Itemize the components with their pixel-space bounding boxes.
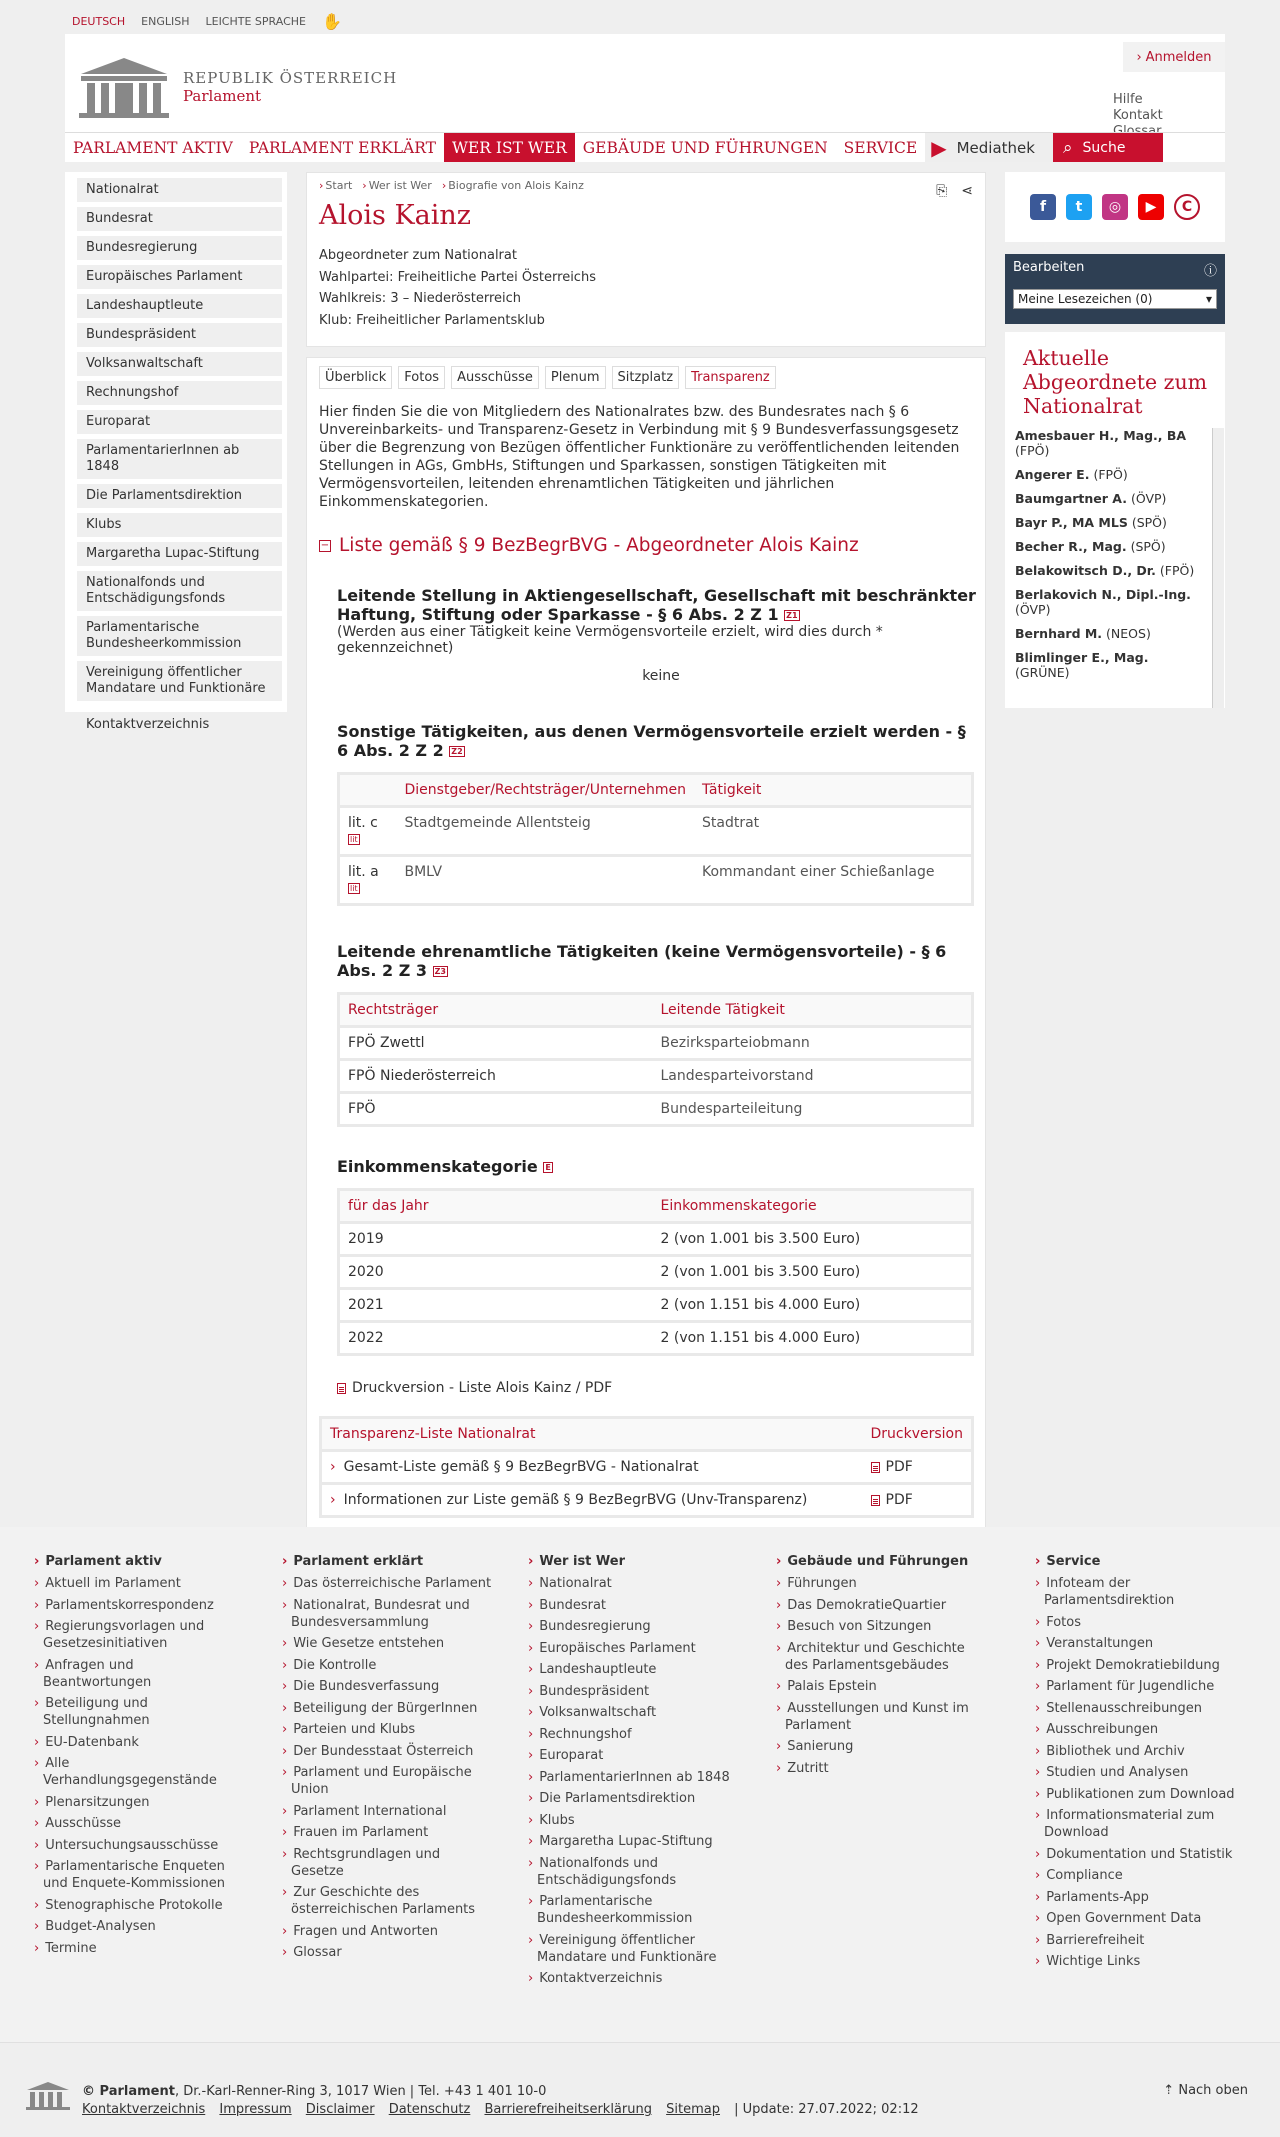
footer-link[interactable]: › Frauen im Parlament: [282, 1824, 492, 1841]
tab-sitzplatz[interactable]: Sitzplatz: [612, 366, 680, 389]
list-item[interactable]: Belakowitsch D., Dr. (FPÖ): [1015, 563, 1195, 578]
footer-link[interactable]: › Parlamentarische Enqueten und Enquete-Kommissionen: [34, 1858, 244, 1892]
footer-link[interactable]: › Ausschüsse: [34, 1815, 244, 1832]
footer-link[interactable]: Sitemap: [666, 2102, 720, 2117]
footer-link[interactable]: › Parteien und Klubs: [282, 1721, 492, 1738]
left-nav-item[interactable]: Volksanwaltschaft: [77, 352, 282, 376]
footer-link[interactable]: › Ausstellungen und Kunst im Parlament: [776, 1700, 986, 1734]
collapse-icon: −: [320, 539, 330, 551]
footer-link[interactable]: › ParlamentarierInnen ab 1848: [528, 1769, 738, 1786]
footer-link[interactable]: › Bundesregierung: [528, 1618, 738, 1635]
footer-link[interactable]: › Parlament für Jugendliche: [1035, 1678, 1245, 1695]
footer-link[interactable]: › Wie Gesetze entstehen: [282, 1635, 492, 1652]
table-row[interactable]: › Informationen zur Liste gemäß § 9 BezBegrBVG (Unv-Transparenz) PDF: [321, 1484, 973, 1517]
footer-link[interactable]: › Stenographische Protokolle: [34, 1897, 244, 1914]
s2-title: Sonstige Tätigkeiten, aus denen Vermögensvorteile erzielt werden - § 6 Abs. 2 Z 2 Z2: [337, 722, 966, 760]
footer-column-title[interactable]: › Gebäude und Führungen: [776, 1553, 986, 1570]
footer-link[interactable]: › Rechnungshof: [528, 1726, 738, 1743]
footer-link[interactable]: › Besuch von Sitzungen: [776, 1618, 986, 1635]
lang-easy[interactable]: LEICHTE SPRACHE: [205, 15, 306, 28]
s3-title: Leitende ehrenamtliche Tätigkeiten (keine Vermögensvorteile) - § 6 Abs. 2 Z 3 Z3: [337, 942, 947, 980]
footnote-icon[interactable]: E: [545, 1163, 551, 1172]
footer-link[interactable]: › Anfragen und Beantwortungen: [34, 1657, 244, 1691]
tab-ausschuesse[interactable]: Ausschüsse: [451, 366, 539, 389]
address: , Dr.-Karl-Renner-Ring 3, 1017 Wien | Tel. +43 1 401 10-0: [174, 2084, 547, 2099]
tab-ueberblick[interactable]: Überblick: [319, 366, 392, 389]
youtube-icon[interactable]: ▶: [1138, 194, 1164, 220]
footer-column: [776, 1553, 986, 1781]
left-nav-item[interactable]: Nationalfonds und Entschädigungsfonds: [77, 571, 282, 611]
mps-list: [1005, 428, 1225, 680]
profile-tabs: [319, 366, 973, 389]
left-nav-item[interactable]: Klubs: [77, 513, 282, 537]
section-title: Liste gemäß § 9 BezBegrBVG - Abgeordneter Alois Kainz: [339, 535, 859, 556]
footnote-icon[interactable]: Z3: [434, 967, 446, 976]
footer-link[interactable]: › Compliance: [1035, 1867, 1245, 1884]
footer-link[interactable]: › Glossar: [282, 1944, 492, 1961]
footer-link[interactable]: › Studien und Analysen: [1035, 1764, 1245, 1781]
footer-link[interactable]: › Alle Verhandlungsgegenstände: [34, 1755, 244, 1789]
table-row: lit. a lit BMLV Kommandant einer Schießanlage: [339, 856, 973, 905]
footer-link[interactable]: › Open Government Data: [1035, 1910, 1245, 1927]
meta-district: Wahlkreis: 3 – Niederösterreich: [319, 291, 521, 306]
list-item[interactable]: Berlakovich N., Dipl.-Ing. (ÖVP): [1015, 587, 1191, 617]
breadcrumb: [319, 179, 973, 192]
footer-link[interactable]: › Nationalfonds und Entschädigungsfonds: [528, 1855, 738, 1889]
chevron-down-icon: ▾: [1205, 292, 1212, 306]
pdf-icon: [871, 1495, 880, 1506]
footer-link[interactable]: › Parlamentarische Bundesheerkommission: [528, 1893, 738, 1927]
list-item[interactable]: Becher R., Mag. (SPÖ): [1015, 539, 1166, 554]
nav-parlament-aktiv[interactable]: PARLAMENT AKTIV: [73, 138, 233, 157]
footer-column: [528, 1553, 738, 1992]
left-nav-item[interactable]: Rechnungshof: [77, 381, 282, 405]
list-item[interactable]: Amesbauer H., Mag., BA (FPÖ): [1015, 428, 1187, 458]
footer-link[interactable]: › Bibliothek und Archiv: [1035, 1743, 1245, 1760]
left-nav-item[interactable]: Parlamentarische Bundesheerkommission: [77, 616, 282, 656]
logo-line2: Parlament: [183, 87, 262, 105]
util-kontakt[interactable]: Kontakt: [1113, 108, 1163, 123]
footer-link[interactable]: › Veranstaltungen: [1035, 1635, 1245, 1652]
table-row: 2022 2 (von 1.151 bis 4.000 Euro): [339, 1322, 973, 1355]
nav-gebaeude[interactable]: GEBÄUDE UND FÜHRUNGEN: [582, 138, 828, 157]
tab-transparenz[interactable]: Transparenz: [685, 366, 776, 389]
table-row: 2020 2 (von 1.001 bis 3.500 Euro): [339, 1256, 973, 1289]
nav-wer-ist-wer[interactable]: WER IST WER: [444, 133, 575, 162]
footer-link[interactable]: › Volksanwaltschaft: [528, 1704, 738, 1721]
lang-en[interactable]: ENGLISH: [141, 15, 190, 28]
footer-link[interactable]: › Parlament und Europäische Union: [282, 1764, 492, 1798]
footer-column-title[interactable]: › Service: [1035, 1553, 1245, 1570]
footer-link[interactable]: › Plenarsitzungen: [34, 1794, 244, 1811]
list-item[interactable]: Bayr P., MA MLS (SPÖ): [1015, 515, 1167, 530]
intro-text: Hier finden Sie die von Mitgliedern des Nationalrates bzw. des Bundesrates nach § 6 Unvereinbarkeits- und Transparenz-Gesetz in Verbindung mit § 9 Bundesverfassungsgesetz über die Begrenzung von Bezügen öffentlicher Funktionäre zu veröffentlichenden leitenden Stellungen in AGs, GmbHs, Stiftungen und Sparkassen, sonstigen Tätigkeiten mit Vermögensvorteilen, leitenden ehrenamtlichen Tätigkeiten und jährlichen Einkommenskategorien.: [319, 404, 960, 510]
footer-link[interactable]: › Dokumentation und Statistik: [1035, 1846, 1245, 1863]
footer-link[interactable]: › EU-Datenbank: [34, 1734, 244, 1751]
info-icon[interactable]: ⓘ: [1203, 264, 1217, 279]
current-mps-panel: [1005, 332, 1225, 708]
scrollbar[interactable]: [1212, 428, 1224, 708]
logo-line1: REPUBLIK ÖSTERREICH: [183, 69, 398, 87]
footer-link[interactable]: › Beteiligung und Stellungnahmen: [34, 1695, 244, 1729]
footer-column-title[interactable]: › Parlament erklärt: [282, 1553, 492, 1570]
bookmarks-select[interactable]: Meine Lesezeichen (0) ▾: [1013, 289, 1217, 309]
page-title: Alois Kainz: [319, 200, 471, 231]
footer-link[interactable]: › Der Bundesstaat Österreich: [282, 1743, 492, 1760]
footer-link[interactable]: › Fragen und Antworten: [282, 1923, 492, 1940]
pdf-icon: [337, 1383, 346, 1394]
left-nav-item[interactable]: Europarat: [77, 410, 282, 434]
footer-link[interactable]: › Nationalrat, Bundesrat und Bundesversammlung: [282, 1597, 492, 1631]
nav-parlament-erklaert[interactable]: PARLAMENT ERKLÄRT: [248, 138, 436, 157]
meta-club: Klub: Freiheitlicher Parlamentsklub: [319, 312, 545, 328]
language-bar: [72, 12, 342, 31]
footer-link[interactable]: › Landeshauptleute: [528, 1661, 738, 1678]
parliament-building-icon: [79, 56, 169, 118]
footer-link[interactable]: › Die Bundesverfassung: [282, 1678, 492, 1695]
footer-link[interactable]: › Kontaktverzeichnis: [528, 1970, 738, 1987]
profile-box: [306, 172, 986, 347]
footer-link[interactable]: › Europäisches Parlament: [528, 1640, 738, 1657]
footer-link[interactable]: › Wichtige Links: [1035, 1953, 1245, 1970]
left-nav-item[interactable]: Nationalrat: [77, 178, 282, 202]
pdf-icon: [871, 1462, 880, 1473]
search-button[interactable]: ⌕ Suche: [1053, 133, 1163, 162]
table-row: FPÖ Bundesparteileitung: [339, 1093, 973, 1126]
copyright: © Parlament: [82, 2084, 175, 2099]
bookmark-add-icon[interactable]: ⎘: [936, 183, 948, 199]
print-version-link[interactable]: Druckversion - Liste Alois Kainz / PDF: [337, 1380, 973, 1396]
footer-link[interactable]: › Fotos: [1035, 1614, 1245, 1631]
footer-link[interactable]: › Rechtsgrundlagen und Gesetze: [282, 1846, 492, 1880]
s1-note: (Werden aus einer Tätigkeit keine Vermögensvorteile erzielt, wird dies durch * gekennzeichnet): [337, 624, 883, 656]
tab-fotos[interactable]: Fotos: [398, 366, 445, 389]
s1-value: keine: [642, 668, 680, 684]
footer-link[interactable]: › Bundespräsident: [528, 1683, 738, 1700]
left-nav-item[interactable]: ParlamentarierInnen ab 1848: [77, 439, 282, 479]
footer-column-title[interactable]: › Parlament aktiv: [34, 1553, 244, 1570]
share-icon[interactable]: ⋖: [961, 183, 973, 199]
footer-link[interactable]: › Parlaments-App: [1035, 1889, 1245, 1906]
s4-table: für das Jahr Einkommenskategorie 2019 2 (von 1.001 bis 3.500 Euro) 2020 2 (von 1.001 bis 3.500 Euro) 2021 2 (von 1.151 bis 4.000 Euro) 2022 2 (von 1.151 bis 4.000 Euro): [337, 1188, 974, 1356]
th-dienstgeber: Dienstgeber/Rechtsträger/Unternehmen: [397, 774, 695, 807]
footer-link[interactable]: › Budget-Analysen: [34, 1918, 244, 1935]
left-nav-item[interactable]: Vereinigung öffentlicher Mandatare und Funktionäre: [77, 661, 282, 701]
s1-title: Leitende Stellung in Aktiengesellschaft, Gesellschaft mit beschränkter Haftung, Stiftung oder Sparkasse - § 6 Abs. 2 Z 1 Z1: [337, 586, 976, 624]
th-taetigkeit: Tätigkeit: [694, 774, 973, 807]
list-item[interactable]: Baumgartner A. (ÖVP): [1015, 491, 1167, 506]
footer-column: [282, 1553, 492, 1966]
left-nav-item[interactable]: Europäisches Parlament: [77, 265, 282, 289]
login-button[interactable]: › Anmelden: [1123, 42, 1225, 72]
main-nav: [65, 132, 1225, 162]
footer-link[interactable]: › Infoteam der Parlamentsdirektion: [1035, 1575, 1245, 1609]
footer-link[interactable]: › Zutritt: [776, 1760, 986, 1777]
footer-link[interactable]: › Die Kontrolle: [282, 1657, 492, 1674]
footer-link[interactable]: › Margaretha Lupac-Stiftung: [528, 1833, 738, 1850]
footer-link[interactable]: Barrierefreiheitserklärung: [484, 2102, 652, 2117]
left-nav-item[interactable]: Die Parlamentsdirektion: [77, 484, 282, 508]
left-nav-item[interactable]: Landeshauptleute: [77, 294, 282, 318]
s2-table: [337, 772, 974, 906]
footer-link[interactable]: › Informationsmaterial zum Download: [1035, 1807, 1245, 1841]
footer-link[interactable]: › Barrierefreiheit: [1035, 1932, 1245, 1949]
footer-column: [1035, 1553, 1245, 1975]
footer-link[interactable]: › Publikationen zum Download: [1035, 1786, 1245, 1803]
footer-link[interactable]: › Projekt Demokratiebildung: [1035, 1657, 1245, 1674]
footer-link[interactable]: › Vereinigung öffentlicher Mandatare und Funktionäre: [528, 1932, 738, 1966]
table-row: FPÖ Niederösterreich Landesparteivorstand: [339, 1060, 973, 1093]
profile-meta: [319, 245, 973, 331]
footer-link[interactable]: › Regierungsvorlagen und Gesetzesinitiativen: [34, 1618, 244, 1652]
footer-link[interactable]: › Europarat: [528, 1747, 738, 1764]
footer-link[interactable]: › Parlament International: [282, 1803, 492, 1820]
footer-link[interactable]: Impressum: [219, 2102, 292, 2117]
footer-link[interactable]: › Das österreichische Parlament: [282, 1575, 492, 1592]
logo[interactable]: [79, 56, 397, 118]
parliament-logo-icon: [26, 2081, 70, 2111]
transparency-box: [306, 357, 986, 1531]
left-nav-item[interactable]: Bundesregierung: [77, 236, 282, 260]
list-item[interactable]: Blimlinger E., Mag. (GRÜNE): [1015, 650, 1149, 680]
mps-title: Aktuelle Abgeordnete zum Nationalrat: [1023, 346, 1208, 418]
footer-column: [34, 1553, 244, 1961]
footer-link[interactable]: › Parlamentskorrespondenz: [34, 1597, 244, 1614]
arrow-up-icon: ⇡: [1163, 2083, 1175, 2098]
table-row: 2021 2 (von 1.151 bis 4.000 Euro): [339, 1289, 973, 1322]
section-toggle[interactable]: [319, 535, 973, 556]
footnote-icon[interactable]: Z1: [786, 611, 798, 620]
left-nav: [65, 172, 287, 732]
footer-link[interactable]: Datenschutz: [388, 2102, 471, 2117]
search-icon: ⌕: [1062, 137, 1073, 158]
footnote-icon[interactable]: lit: [350, 834, 358, 844]
footnote-icon[interactable]: Z2: [451, 747, 463, 756]
list-item[interactable]: Angerer E. (FPÖ): [1015, 467, 1128, 482]
table-row: lit. c lit Stadtgemeinde Allentsteig Stadtrat: [339, 807, 973, 856]
footer-link[interactable]: Disclaimer: [305, 2102, 375, 2117]
footer-link[interactable]: › Sanierung: [776, 1738, 986, 1755]
footer-link[interactable]: › Architektur und Geschichte des Parlamentsgebäudes: [776, 1640, 986, 1674]
footer-link[interactable]: › Ausschreibungen: [1035, 1721, 1245, 1738]
right-column: [1005, 172, 1225, 708]
lang-de[interactable]: DEUTSCH: [72, 15, 126, 28]
crumb-current: › Biografie von Alois Kainz: [442, 179, 584, 192]
mediathek-link[interactable]: ▶ Mediathek: [925, 133, 1053, 162]
table-row[interactable]: › Gesamt-Liste gemäß § 9 BezBegrBVG - Nationalrat PDF: [321, 1451, 973, 1484]
nav-service[interactable]: SERVICE: [843, 138, 918, 157]
meta-role: Abgeordneter zum Nationalrat: [319, 248, 517, 263]
meta-party: Wahlpartei: Freiheitliche Partei Österreichs: [319, 269, 596, 285]
social-links: [1005, 172, 1225, 242]
footnote-icon[interactable]: lit: [350, 883, 358, 893]
play-icon: ▶: [931, 135, 947, 160]
footer-link[interactable]: › Zur Geschichte des österreichischen Parlaments: [282, 1884, 492, 1918]
update-info: | Update: 27.07.2022; 02:12: [734, 2102, 919, 2117]
left-nav-item[interactable]: Kontaktverzeichnis: [77, 713, 282, 737]
s3-table: Rechtsträger Leitende Tätigkeit FPÖ Zwettl Bezirksparteiobmann FPÖ Niederösterreich Landesparteivorstand FPÖ Bundesparteileitung: [337, 992, 974, 1127]
bearbeiten-label: Bearbeiten: [1013, 260, 1085, 275]
footer-link[interactable]: › Palais Epstein: [776, 1678, 986, 1695]
footer-link[interactable]: › Untersuchungsausschüsse: [34, 1837, 244, 1854]
footer-link[interactable]: › Termine: [34, 1940, 244, 1957]
twitter-icon[interactable]: t: [1066, 194, 1092, 220]
facebook-icon[interactable]: f: [1030, 194, 1056, 220]
s4-title: Einkommenskategorie E: [337, 1157, 551, 1176]
footer-link[interactable]: Kontaktverzeichnis: [82, 2102, 206, 2117]
main-content: [306, 172, 986, 1531]
podcast-icon[interactable]: C: [1174, 194, 1200, 220]
util-hilfe[interactable]: Hilfe: [1113, 92, 1143, 107]
footer-link[interactable]: › Führungen: [776, 1575, 986, 1592]
footer-link[interactable]: › Nationalrat: [528, 1575, 738, 1592]
left-nav-item[interactable]: Bundesrat: [77, 207, 282, 231]
sign-language-icon[interactable]: ✋: [321, 12, 342, 31]
footer-link[interactable]: › Stellenausschreibungen: [1035, 1700, 1245, 1717]
footer-link[interactable]: › Bundesrat: [528, 1597, 738, 1614]
footer-link[interactable]: › Das DemokratieQuartier: [776, 1597, 986, 1614]
tab-plenum[interactable]: Plenum: [545, 366, 606, 389]
footer: [0, 1527, 1280, 2042]
footer-column-title[interactable]: › Wer ist Wer: [528, 1553, 738, 1570]
footer-link[interactable]: › Aktuell im Parlament: [34, 1575, 244, 1592]
edit-panel: [1005, 254, 1225, 324]
transparency-list-table: Transparenz-Liste Nationalrat Druckversion › Gesamt-Liste gemäß § 9 BezBegrBVG - Nationalrat PDF › Informationen zur Liste gemäß § 9 BezBegrBVG (Unv-Transparenz) PDF: [319, 1416, 974, 1518]
bottom-bar: [0, 2042, 1280, 2137]
footer-link[interactable]: › Beteiligung der BürgerInnen: [282, 1700, 492, 1717]
instagram-icon[interactable]: ◎: [1102, 194, 1128, 220]
footer-link[interactable]: › Klubs: [528, 1812, 738, 1829]
list-item[interactable]: Bernhard M. (NEOS): [1015, 626, 1151, 641]
left-nav-item[interactable]: Bundespräsident: [77, 323, 282, 347]
table-row: 2019 2 (von 1.001 bis 3.500 Euro): [339, 1223, 973, 1256]
crumb-wer-ist-wer[interactable]: › Wer ist Wer: [362, 179, 432, 192]
left-nav-item[interactable]: Margaretha Lupac-Stiftung: [77, 542, 282, 566]
back-to-top[interactable]: ⇡ Nach oben: [1163, 2083, 1248, 2098]
table-row: FPÖ Zwettl Bezirksparteiobmann: [339, 1027, 973, 1060]
footer-link[interactable]: › Die Parlamentsdirektion: [528, 1790, 738, 1807]
crumb-start[interactable]: › Start: [319, 179, 352, 192]
